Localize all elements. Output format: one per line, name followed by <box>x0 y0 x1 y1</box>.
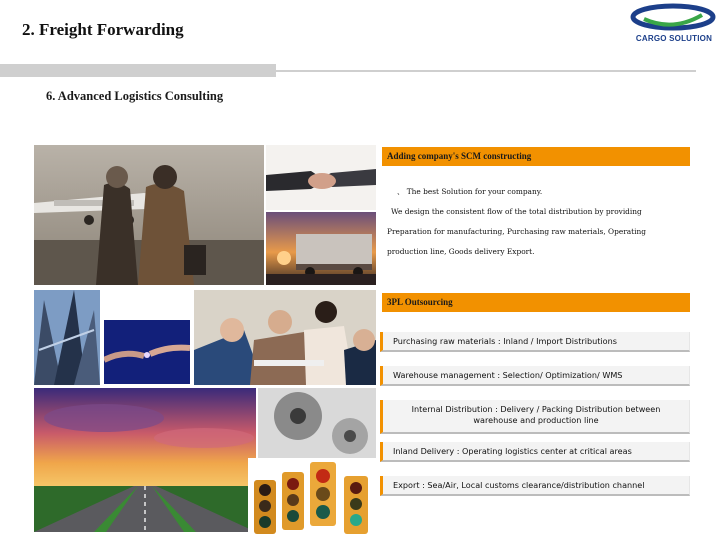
traffic-lights-photo <box>248 458 376 534</box>
page-title: 2. Freight Forwarding <box>22 20 184 39</box>
section-subtitle: 6. Advanced Logistics Consulting <box>46 89 224 103</box>
service-item: Purchasing raw materials : Inland / Import Distributions <box>380 332 690 352</box>
highway-sunset-photo <box>34 388 256 532</box>
service-item: Export : Sea/Air, Local customs clearance/distribution channel <box>380 476 690 496</box>
service-item: Inland Delivery : Operating logistics center at critical areas <box>380 442 690 462</box>
scm-line: We design the consistent flow of the total distribution by providing <box>391 207 642 216</box>
truck-sunset-photo <box>266 212 376 285</box>
scm-line: production line, Goods delivery Export. <box>387 247 535 256</box>
header-divider <box>276 70 696 72</box>
scm-line: Preparation for manufacturing, Purchasing raw materials, Operating <box>387 227 646 236</box>
hands-reaching-photo <box>104 320 190 384</box>
outsourcing-header: 3PL Outsourcing <box>382 293 690 312</box>
service-item: Internal Distribution : Delivery / Packing Distribution between warehouse and production line <box>380 400 690 434</box>
scm-line: 、 The best Solution for your company. <box>397 187 543 196</box>
logo-text: CARGO SOLUTION <box>635 34 713 43</box>
handshake-photo <box>266 145 376 210</box>
office-team-photo <box>194 290 376 385</box>
businessmen-airport-photo <box>34 145 264 285</box>
skyscrapers-photo <box>34 290 100 385</box>
scm-header: Adding company's SCM constructing <box>382 147 690 166</box>
service-item: Warehouse management : Selection/ Optimization/ WMS <box>380 366 690 386</box>
header-band <box>0 64 276 77</box>
gear-photo <box>258 388 376 458</box>
scm-description <box>387 182 687 262</box>
